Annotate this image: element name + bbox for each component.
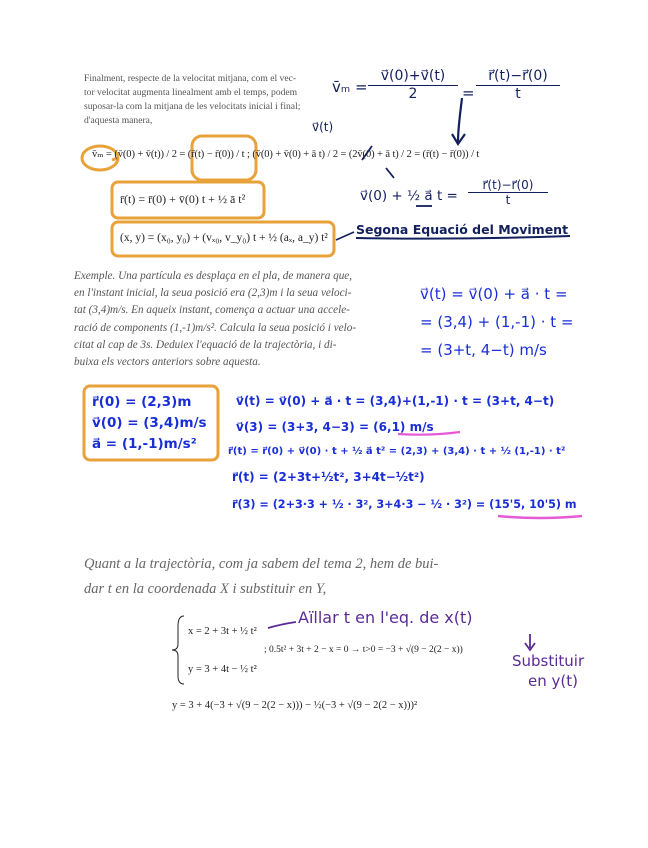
note-disp-denominator: t <box>515 86 521 102</box>
intro-line: Finalment, respecte de la velocitat mitjana, com el vec- <box>84 73 297 84</box>
note-vt: v⃗(t) <box>312 120 334 134</box>
solution-line-4: r⃗(t) = (2+3t+½t², 3+4t−½t²) <box>232 470 425 484</box>
example-line: tat (3,4)m/s. En aqueix instant, comença a actuar una accele- <box>74 304 350 317</box>
strike-2 <box>386 168 394 178</box>
label-second-equation: Segona Equació del Moviment <box>356 222 569 237</box>
example-line: citat al cap de 3s. Deduiex l'equació de la trajectòria, i di- <box>74 338 337 351</box>
given-line: r⃗(0) = (2,3)m <box>92 394 192 410</box>
note-eq-sign: = <box>462 84 475 102</box>
note-substituir: Substituir <box>512 652 585 670</box>
example-line: en l'instant inicial, la seua posició era (2,3)m i la seua veloci- <box>74 287 352 300</box>
note-aillar: Aïllar t en l'eq. de x(t) <box>298 608 473 627</box>
intro-line: d'aquesta manera, <box>84 115 153 126</box>
given-line: v⃗(0) = (3,4)m/s <box>92 415 207 431</box>
solution-line-5: r⃗(3) = (2+3·3 + ½ · 3², 3+4·3 − ½ · 3²) = (15'5, 10'5) m <box>232 498 577 511</box>
note-vm-denominator: 2 <box>408 86 418 102</box>
note-disp-numerator: r⃗(t)−r⃗(0) <box>476 68 560 86</box>
solution-line-1: v⃗(t) = v⃗(0) + a⃗ · t = (3,4)+(1,-1) · t = (3+t, 4−t) <box>236 394 555 408</box>
intro-line: tor velocitat augmenta linealment amb el temps, podem <box>84 87 298 98</box>
result-underline <box>498 516 582 518</box>
system-brace <box>172 616 184 684</box>
note-mid-numerator: r⃗(t)−r⃗(0) <box>468 178 548 193</box>
note-vm-numerator: v⃗(0)+v⃗(t) <box>368 68 458 86</box>
system-eq-x: x = 2 + 3t + ½ t² <box>188 626 257 637</box>
r-equation: r̄(t) = r̄(0) + v̄(0) t + ½ ā t² <box>120 192 246 206</box>
note-mid-denominator: t <box>505 193 511 207</box>
xy-equation: (x, y) = (x₀, y₀) + (vₓ₀, v_y₀) t + ½ (aₓ, a_y) t² <box>120 232 328 244</box>
trajectory-line: dar t en la coordenada X i substituir en Y, <box>84 581 327 597</box>
example-paragraph <box>74 268 412 371</box>
solution-line-2: v⃗(3) = (3+3, 4−3) = (6,1) m/s <box>236 420 434 434</box>
note-right <box>420 280 574 364</box>
note-en-yt: en y(t) <box>528 672 578 690</box>
example-line: ració de components (1,-1)m/s². Calcula la seua posició i velo- <box>74 321 357 334</box>
vm-equation-line: v̄ₘ = (v̄(0) + v̄(t)) / 2 = (r̄(t) − r̄(0)) / t ; (v̄(0) + v̄(0) + ā t) / 2 = (2v̄(0) + ā t) / 2 = (r̄(t) − r̄(0)) / t <box>92 149 480 160</box>
intro-paragraph <box>84 72 326 128</box>
system-solve: ; 0.5t² + 3t + 2 − x = 0 → t>0 = −3 + √(9 − 2(2 − x)) <box>264 645 463 655</box>
note-right-line: = (3,4) + (1,-1) · t = <box>420 313 574 331</box>
label-arrow <box>336 232 354 240</box>
trajectory-line: Quant a la trajectòria, com ja sabem del tema 2, hem de bui- <box>84 556 439 572</box>
example-line: buixa els vectors anteriors sobre aquesta. <box>74 356 261 369</box>
note-right-line: v⃗(t) = v⃗(0) + a⃗ · t = <box>420 285 568 303</box>
note-disp-fraction <box>476 68 560 102</box>
note-mid-fraction <box>468 178 548 207</box>
down-arrow <box>458 98 462 142</box>
final-equation: y = 3 + 4(−3 + √(9 − 2(2 − x))) − ½(−3 + √(9 − 2(2 − x)))² <box>172 700 418 711</box>
aillar-arrow <box>268 622 296 628</box>
note-vm-label: v̄ₘ = <box>332 78 368 96</box>
intro-line: suposar-la com la mitjana de les velocitats inicial i final; <box>84 101 301 112</box>
given-box <box>92 392 207 455</box>
trajectory-paragraph <box>84 552 438 602</box>
note-right-line: = (3+t, 4−t) m/s <box>420 341 547 359</box>
solution-line-3: r⃗(t) = r⃗(0) + v⃗(0) · t + ½ a⃗ t² = (2,3) + (3,4) · t + ½ (1,-1) · t² <box>228 446 566 457</box>
given-line: a⃗ = (1,-1)m/s² <box>92 436 197 452</box>
example-line: Exemple. Una partícula es desplaça en el pla, de manera que, <box>74 270 353 282</box>
note-vm-fraction <box>368 68 458 102</box>
system-eq-y: y = 3 + 4t − ½ t² <box>188 664 257 675</box>
note-mid-line: v⃗(0) + ½ a⃗ t = <box>360 188 458 204</box>
